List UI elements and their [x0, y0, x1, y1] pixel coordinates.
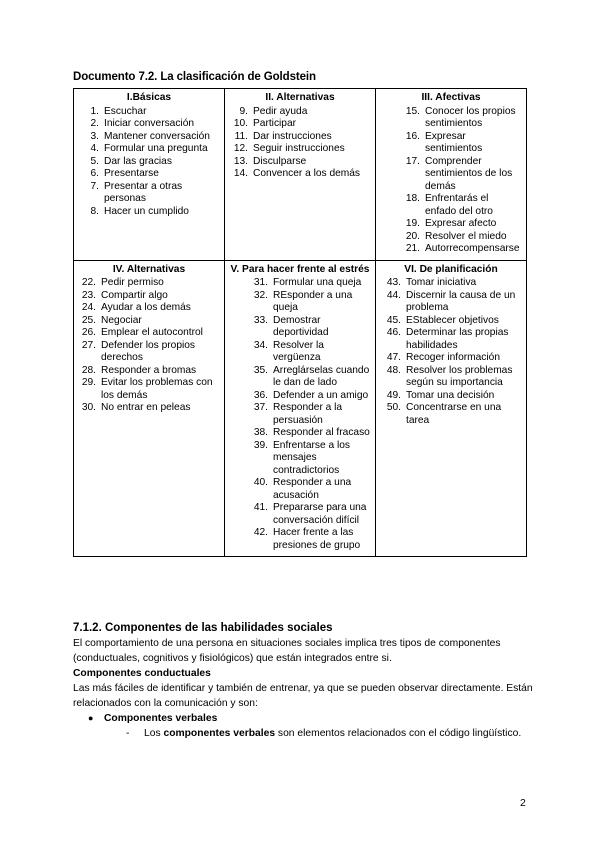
- list-item: [229, 390, 371, 403]
- list-item: [380, 365, 522, 390]
- list-item: [78, 365, 220, 378]
- list-item: [78, 277, 220, 290]
- item-number: 32.: [253, 289, 268, 301]
- item-text: Expresar sentimientos: [425, 130, 483, 154]
- item-text: Escuchar: [104, 105, 147, 117]
- item-text: Formular una pregunta: [104, 143, 208, 154]
- section-intro: El comportamiento de una persona en situaciones sociales implica tres tipos de componentes (conductuales, cognitivos y fisiológicos) que están integrados entre si.: [73, 638, 501, 664]
- item-number: 16.: [405, 130, 420, 142]
- item-number: 28.: [81, 364, 96, 376]
- list-item: [229, 427, 371, 440]
- item-text: Negociar: [101, 314, 142, 326]
- list-item: [380, 218, 522, 231]
- item-number: 10.: [233, 118, 248, 129]
- group-item-list: [380, 277, 522, 427]
- item-number: 21.: [405, 243, 420, 254]
- subheading-text: Las más fáciles de identificar y también de entrenar, ya que se pueden observar directamente. Están relacionados con la comunicación y son:: [73, 683, 533, 709]
- item-text: Disculparse: [253, 155, 307, 167]
- item-number: 14.: [233, 168, 248, 179]
- item-text: Responder a bromas: [101, 364, 197, 376]
- item-text: Responder a la persuasión: [273, 402, 343, 426]
- item-number: 46.: [386, 327, 401, 338]
- item-number: 42.: [253, 527, 268, 538]
- list-item: [229, 143, 371, 156]
- group-heading: III. Afectivas: [421, 92, 481, 103]
- item-number: 27.: [81, 339, 96, 351]
- item-text: Dar instrucciones: [253, 130, 332, 142]
- list-item: [229, 131, 371, 144]
- list-item: [78, 106, 220, 119]
- item-number: 9.: [239, 105, 248, 117]
- list-item: [78, 143, 220, 156]
- item-number: 23.: [81, 289, 96, 301]
- item-number: 41.: [253, 502, 268, 513]
- group-cell-alternativas-ii: [225, 89, 376, 261]
- list-item: [229, 527, 371, 552]
- item-text: Tomar una decisión: [406, 389, 495, 401]
- item-number: 33.: [253, 314, 268, 326]
- item-number: 18.: [405, 193, 420, 204]
- list-item: [229, 402, 371, 427]
- table-row: [74, 260, 527, 557]
- item-text: Dar las gracias: [104, 155, 172, 167]
- list-item: [380, 327, 522, 352]
- list-item: [380, 290, 522, 315]
- item-text: Pedir permiso: [101, 277, 164, 288]
- item-number: 6.: [90, 168, 99, 179]
- item-number: 4.: [90, 143, 99, 154]
- group-heading: IV. Alternativas: [112, 263, 186, 275]
- item-number: 26.: [81, 327, 96, 338]
- item-text: Resolver la vergüenza: [273, 339, 324, 363]
- group-cell-afectivas: [376, 89, 527, 261]
- list-item: [229, 502, 371, 527]
- group-item-list: [78, 277, 220, 415]
- item-text: Seguir instrucciones: [253, 143, 345, 154]
- document-title: Documento 7.2. La clasificación de Goldstein: [73, 71, 316, 83]
- item-text: Responder a una acusación: [273, 477, 352, 501]
- item-text: Emplear el autocontrol: [101, 327, 203, 338]
- item-number: 43.: [386, 277, 401, 288]
- list-item: [78, 290, 220, 303]
- item-number: 38.: [253, 427, 268, 438]
- item-number: 35.: [253, 364, 268, 376]
- item-text: REsponder a una queja: [273, 289, 353, 313]
- list-item: [380, 131, 522, 156]
- page-number: 2: [520, 797, 526, 809]
- list-item: [229, 290, 371, 315]
- components-section: [73, 621, 533, 741]
- item-text: Participar: [253, 118, 297, 129]
- item-number: 19.: [405, 218, 420, 229]
- list-item: [78, 118, 220, 131]
- goldstein-classification-table: [73, 88, 527, 557]
- group-cell-planificacion: [376, 260, 527, 557]
- item-text: Concentrarse en una tarea: [406, 402, 502, 426]
- list-item: [380, 243, 522, 256]
- table-row: [74, 89, 527, 261]
- bullet-item: [73, 711, 533, 726]
- list-item: [78, 131, 220, 144]
- list-item: [229, 106, 371, 119]
- item-number: 36.: [253, 389, 268, 401]
- item-text: No entrar en peleas: [101, 402, 191, 413]
- list-item: [380, 390, 522, 403]
- group-item-list: [380, 106, 522, 256]
- dash-item: [126, 726, 533, 741]
- item-text: Pedir ayuda: [253, 105, 308, 117]
- item-number: 40.: [253, 477, 268, 488]
- item-number: 2.: [90, 118, 99, 129]
- list-item: [78, 168, 220, 181]
- dash-text: [144, 726, 521, 741]
- item-number: 5.: [90, 155, 99, 167]
- list-item: [229, 315, 371, 340]
- list-item: [229, 168, 371, 181]
- item-number: 3.: [90, 130, 99, 142]
- item-text: Enfrentarás el enfado del otro: [425, 193, 493, 217]
- list-item: [229, 440, 371, 478]
- list-item: [380, 352, 522, 365]
- dash-prefix: Los: [144, 728, 164, 739]
- item-text: Tomar iniciativa: [406, 277, 477, 288]
- item-text: Evitar los problemas con los demás: [101, 377, 213, 401]
- dash-icon: -: [126, 728, 130, 739]
- item-number: 25.: [81, 314, 96, 326]
- item-text: Hacer frente a las presiones de grupo: [273, 527, 361, 551]
- item-number: 1.: [90, 105, 99, 117]
- group-item-list: [229, 106, 371, 181]
- item-number: 11.: [234, 130, 248, 142]
- list-item: [229, 156, 371, 169]
- item-text: Enfrentarse a los mensajes contradictorios: [273, 439, 351, 476]
- list-item: [229, 365, 371, 390]
- section-title: 7.1.2. Componentes de las habilidades sociales: [73, 622, 333, 634]
- item-number: 30.: [81, 402, 96, 413]
- list-item: [229, 118, 371, 131]
- list-item: [380, 402, 522, 427]
- list-item: [229, 340, 371, 365]
- group-cell-estres: [225, 260, 376, 557]
- group-heading: II. Alternativas: [265, 92, 335, 103]
- item-text: Hacer un cumplido: [104, 205, 189, 217]
- item-text: Ayudar a los demás: [101, 302, 191, 313]
- list-item: [229, 277, 371, 290]
- item-number: 50.: [386, 402, 401, 413]
- item-number: 24.: [81, 302, 96, 313]
- list-item: [78, 302, 220, 315]
- item-text: Resolver el miedo: [425, 230, 507, 242]
- item-number: 7.: [90, 180, 99, 192]
- group-heading: I.Básicas: [126, 92, 172, 103]
- list-item: [380, 156, 522, 194]
- list-item: [229, 477, 371, 502]
- item-text: Formular una queja: [273, 277, 362, 288]
- item-text: Determinar las propias habilidades: [406, 327, 509, 351]
- group-heading: V. Para hacer frente al estrés: [230, 263, 370, 275]
- item-number: 39.: [253, 439, 268, 451]
- item-text: Demostrar deportividad: [273, 314, 329, 338]
- list-item: [78, 181, 220, 206]
- list-item: [380, 106, 522, 131]
- item-number: 20.: [405, 230, 420, 242]
- item-text: Convencer a los demás: [253, 168, 361, 179]
- item-number: 15.: [405, 105, 420, 117]
- list-item: [78, 340, 220, 365]
- item-text: Defender los propios derechos: [101, 339, 196, 363]
- item-text: Recoger información: [406, 352, 500, 363]
- item-text: Resolver los problemas según su importancia: [406, 364, 513, 388]
- item-number: 12.: [233, 143, 248, 154]
- item-text: Presentarse: [104, 168, 159, 179]
- dash-bold: componentes verbales: [163, 728, 276, 739]
- list-item: [78, 315, 220, 328]
- item-text: Autorrecompensarse: [425, 243, 520, 254]
- item-text: Defender a un amigo: [273, 389, 369, 401]
- list-item: [380, 277, 522, 290]
- group-item-list: [78, 106, 220, 219]
- item-text: Responder al fracaso: [273, 427, 370, 438]
- item-text: Presentar a otras personas: [104, 180, 183, 204]
- item-text: Comprender sentimientos de los demás: [425, 155, 513, 192]
- item-number: 44.: [386, 289, 401, 301]
- item-number: 34.: [253, 339, 268, 351]
- item-number: 13.: [233, 155, 248, 167]
- item-number: 22.: [81, 277, 96, 288]
- item-number: 31.: [253, 277, 268, 288]
- item-number: 17.: [405, 155, 420, 167]
- group-heading: VI. De planificación: [404, 263, 498, 275]
- group-item-list: [229, 277, 371, 552]
- item-number: 48.: [386, 364, 401, 376]
- item-number: 37.: [253, 402, 268, 413]
- list-item: [78, 327, 220, 340]
- bullet-icon: ●: [88, 713, 94, 723]
- dash-suffix: son elementos relacionados con el código lingüístico.: [275, 728, 522, 739]
- item-number: 29.: [81, 377, 96, 388]
- list-item: [380, 315, 522, 328]
- item-text: Expresar afecto: [425, 218, 497, 229]
- item-number: 45.: [386, 314, 401, 326]
- group-cell-basicas: [74, 89, 225, 261]
- item-text: Prepararse para una conversación difícil: [273, 502, 367, 526]
- item-text: Compartir algo: [101, 289, 168, 301]
- item-text: Discernir la causa de un problema: [406, 289, 516, 313]
- list-item: [380, 193, 522, 218]
- list-item: [78, 377, 220, 402]
- item-text: Conocer los propios sentimientos: [425, 105, 516, 129]
- item-text: Arreglárselas cuando le dan de lado: [273, 364, 370, 388]
- item-number: 49.: [386, 389, 401, 401]
- item-text: EStablecer objetivos: [406, 314, 499, 326]
- list-item: [380, 231, 522, 244]
- group-cell-alternativas-iv: [74, 260, 225, 557]
- list-item: [78, 156, 220, 169]
- item-number: 8.: [90, 205, 99, 217]
- item-text: Iniciar conversación: [104, 118, 195, 129]
- bullet-label: Componentes verbales: [104, 713, 218, 724]
- item-text: Mantener conversación: [104, 130, 210, 142]
- list-item: [78, 206, 220, 219]
- subheading-conductuales: Componentes conductuales: [73, 668, 211, 679]
- list-item: [78, 402, 220, 415]
- item-number: 47.: [386, 352, 401, 363]
